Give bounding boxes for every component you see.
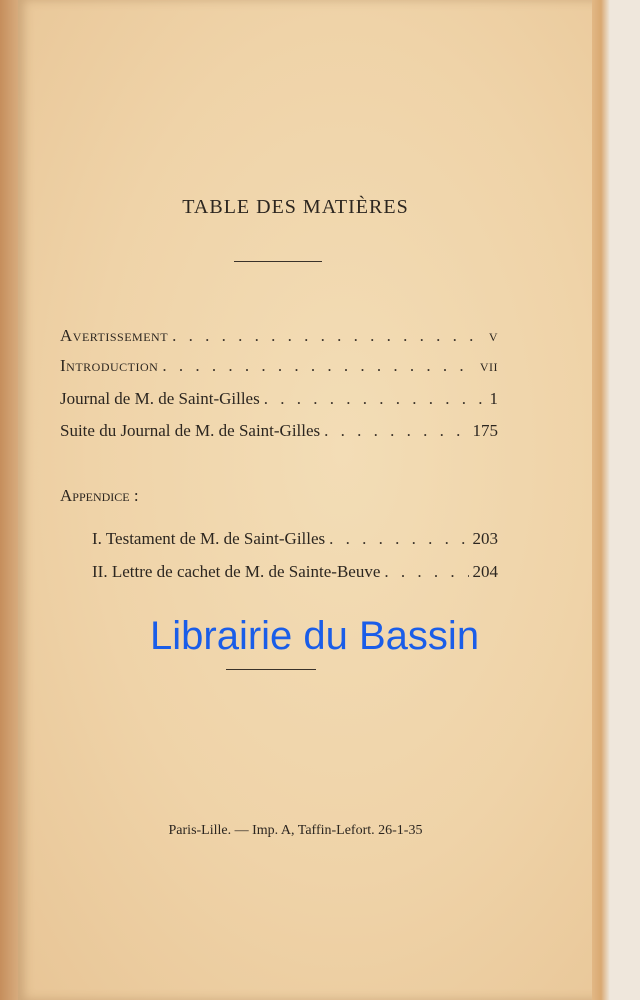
toc-entry-page: 203 — [472, 529, 498, 548]
appendix-heading: Appendice : — [60, 486, 139, 505]
toc-entry-label: Introduction — [60, 356, 159, 375]
book-page — [18, 0, 608, 1000]
title-rule — [234, 261, 322, 262]
appendix-entry-testament — [92, 529, 498, 553]
toc-entry-label: II. Lettre de cachet de M. de Sainte-Beuve — [92, 562, 381, 581]
toc-leader — [172, 326, 485, 346]
toc-entry-page: v — [488, 326, 498, 345]
toc-entry-page: 175 — [472, 421, 498, 440]
right-page-edge — [592, 0, 610, 1000]
toc-entry-label: Journal de M. de Saint-Gilles — [60, 389, 260, 408]
toc-leader — [162, 356, 476, 376]
page-title: TABLE DES MATIÈRES — [182, 196, 409, 218]
toc-leader — [324, 421, 468, 441]
closing-rule — [226, 669, 316, 670]
toc-entry-page: 204 — [472, 562, 498, 581]
toc-entry-journal — [60, 389, 498, 413]
watermark-text: Librairie du Bassin — [150, 614, 480, 658]
appendix-entry-lettre — [92, 562, 498, 586]
toc-entry-avertissement — [60, 326, 498, 350]
toc-leader — [384, 562, 468, 582]
toc-entry-label: Suite du Journal de M. de Saint-Gilles — [60, 421, 321, 440]
toc-entry-introduction — [60, 356, 498, 380]
printer-imprint: Paris-Lille. — Imp. A, Taffin-Lefort. 26-1-35 — [168, 823, 423, 838]
toc-leader — [329, 529, 468, 549]
toc-leader — [264, 389, 486, 409]
toc-entry-suite-journal — [60, 421, 498, 445]
toc-entry-label: I. Testament de M. de Saint-Gilles — [92, 529, 326, 548]
toc-entry-page: vii — [479, 356, 498, 375]
toc-entry-page: 1 — [489, 389, 498, 408]
toc-entry-label: Avertissement — [60, 326, 169, 345]
